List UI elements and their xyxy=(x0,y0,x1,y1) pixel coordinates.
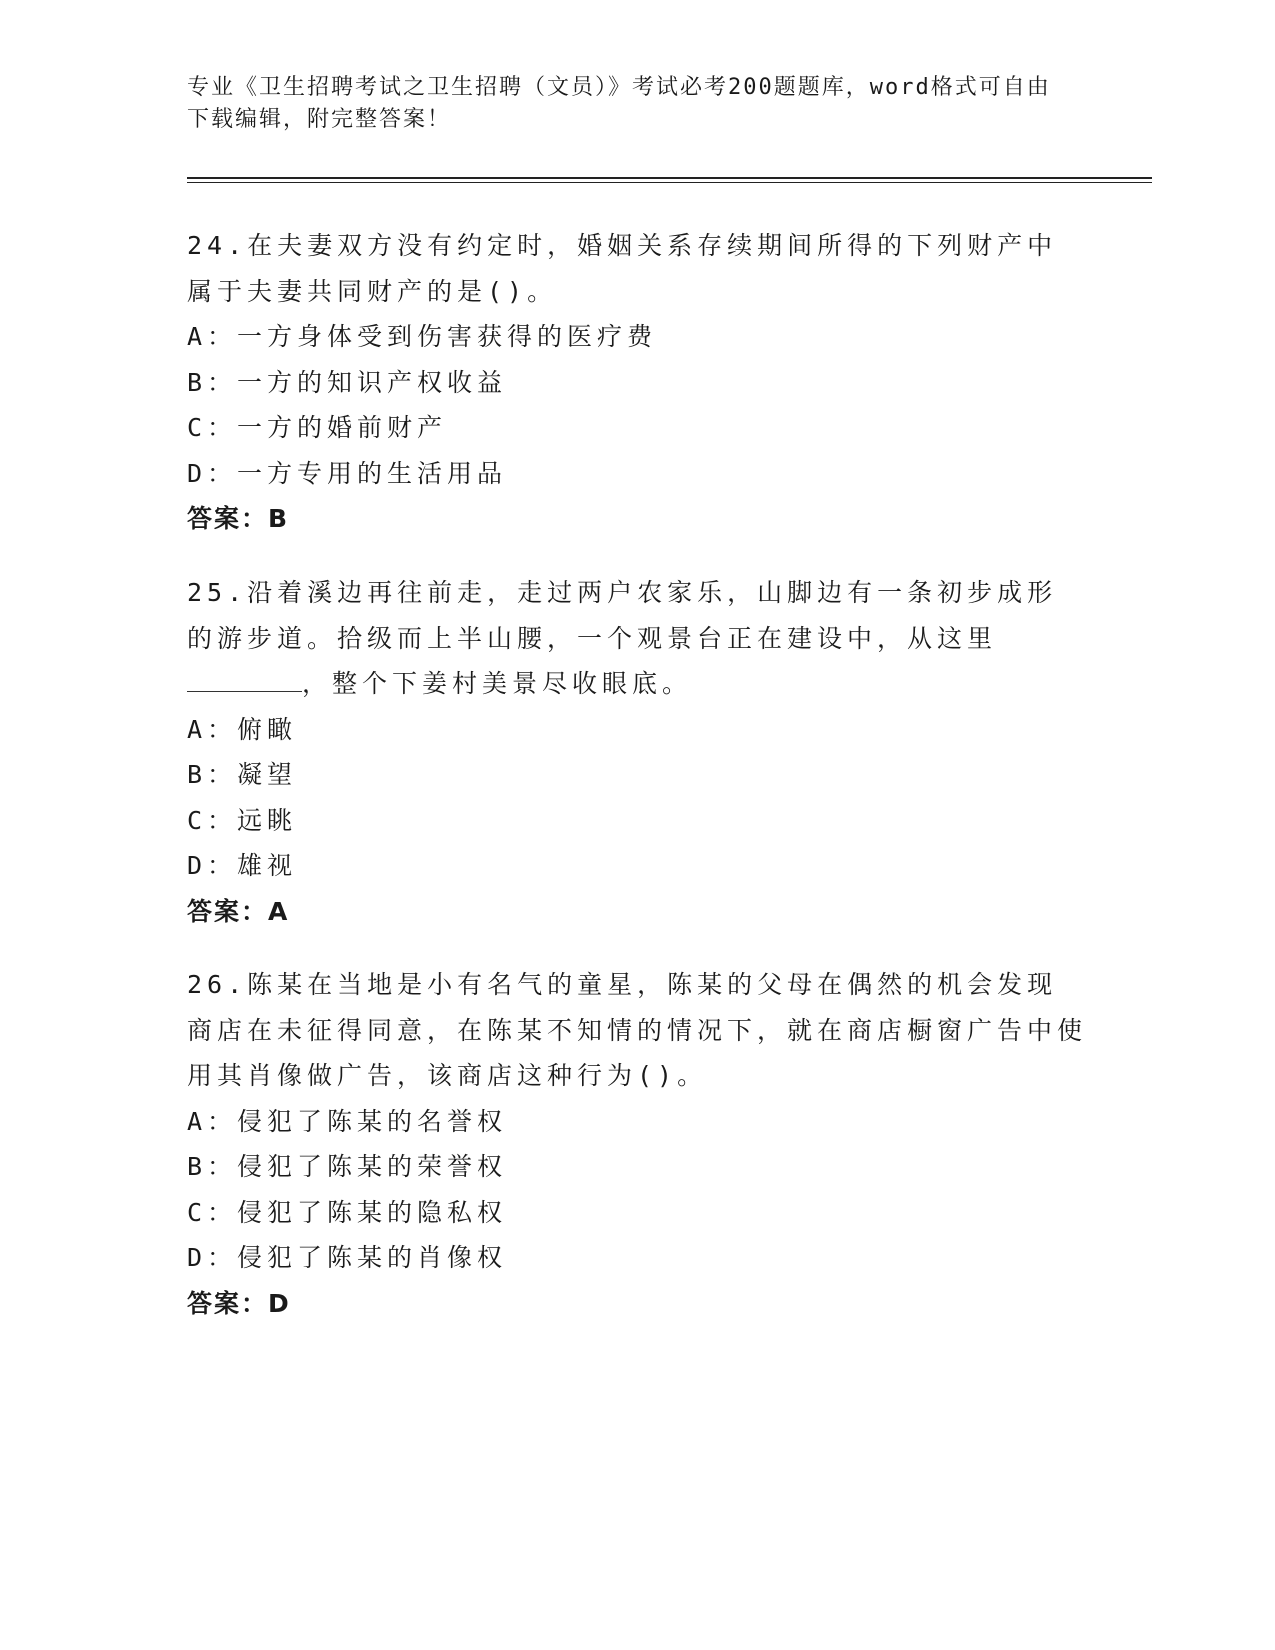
answer: 答案：D xyxy=(187,1288,291,1318)
option-d: D：侵犯了陈某的肖像权 xyxy=(187,1243,508,1272)
option-c: C：一方的婚前财产 xyxy=(187,413,448,442)
option-c: C：侵犯了陈某的隐私权 xyxy=(187,1197,508,1227)
question-stem-before: 25.沿着溪边再往前走，走过两户农家乐，山脚边有一条初步成形的游步道。拾级而上半山腰，一个观景台正在建设中，从这里 xyxy=(187,578,1058,653)
question-stem: 26.陈某在当地是小有名气的童星，陈某的父母在偶然的机会发现商店在未征得同意，在陈某不知情的情况下，就在商店橱窗广告中使用其肖像做广告，该商店这种行为()。 xyxy=(187,970,1088,1090)
option-a: A：俯瞰 xyxy=(187,714,298,744)
document-header: 专业《卫生招聘考试之卫生招聘（文员）》考试必考200题题库，word格式可自由下载编辑，附完整答案！ xyxy=(187,75,1051,132)
answer: 答案：B xyxy=(187,504,290,533)
header-divider-thin xyxy=(187,182,1152,183)
option-b: B：侵犯了陈某的荣誉权 xyxy=(187,1152,508,1181)
question-stem-after: ，整个下姜村美景尽收眼底。 xyxy=(302,669,693,698)
option-b: B：凝望 xyxy=(187,760,298,789)
question-24 xyxy=(187,223,1087,542)
option-a: A：一方身体受到伤害获得的医疗费 xyxy=(187,322,658,351)
question-26 xyxy=(187,962,1087,1326)
answer: 答案：A xyxy=(187,896,290,926)
question-stem xyxy=(187,570,1087,707)
option-b: B：一方的知识产权收益 xyxy=(187,367,508,397)
option-c: C：远眺 xyxy=(187,805,298,835)
option-d: D：雄视 xyxy=(187,851,298,880)
question-stem: 24.在夫妻双方没有约定时，婚姻关系存续期间所得的下列财产中属于夫妻共同财产的是()。 xyxy=(187,231,1058,306)
question-25 xyxy=(187,570,1087,934)
option-d: D：一方专用的生活用品 xyxy=(187,458,508,488)
fill-in-blank xyxy=(187,669,302,692)
option-a: A：侵犯了陈某的名誉权 xyxy=(187,1106,508,1136)
header-divider-thick xyxy=(187,177,1152,179)
